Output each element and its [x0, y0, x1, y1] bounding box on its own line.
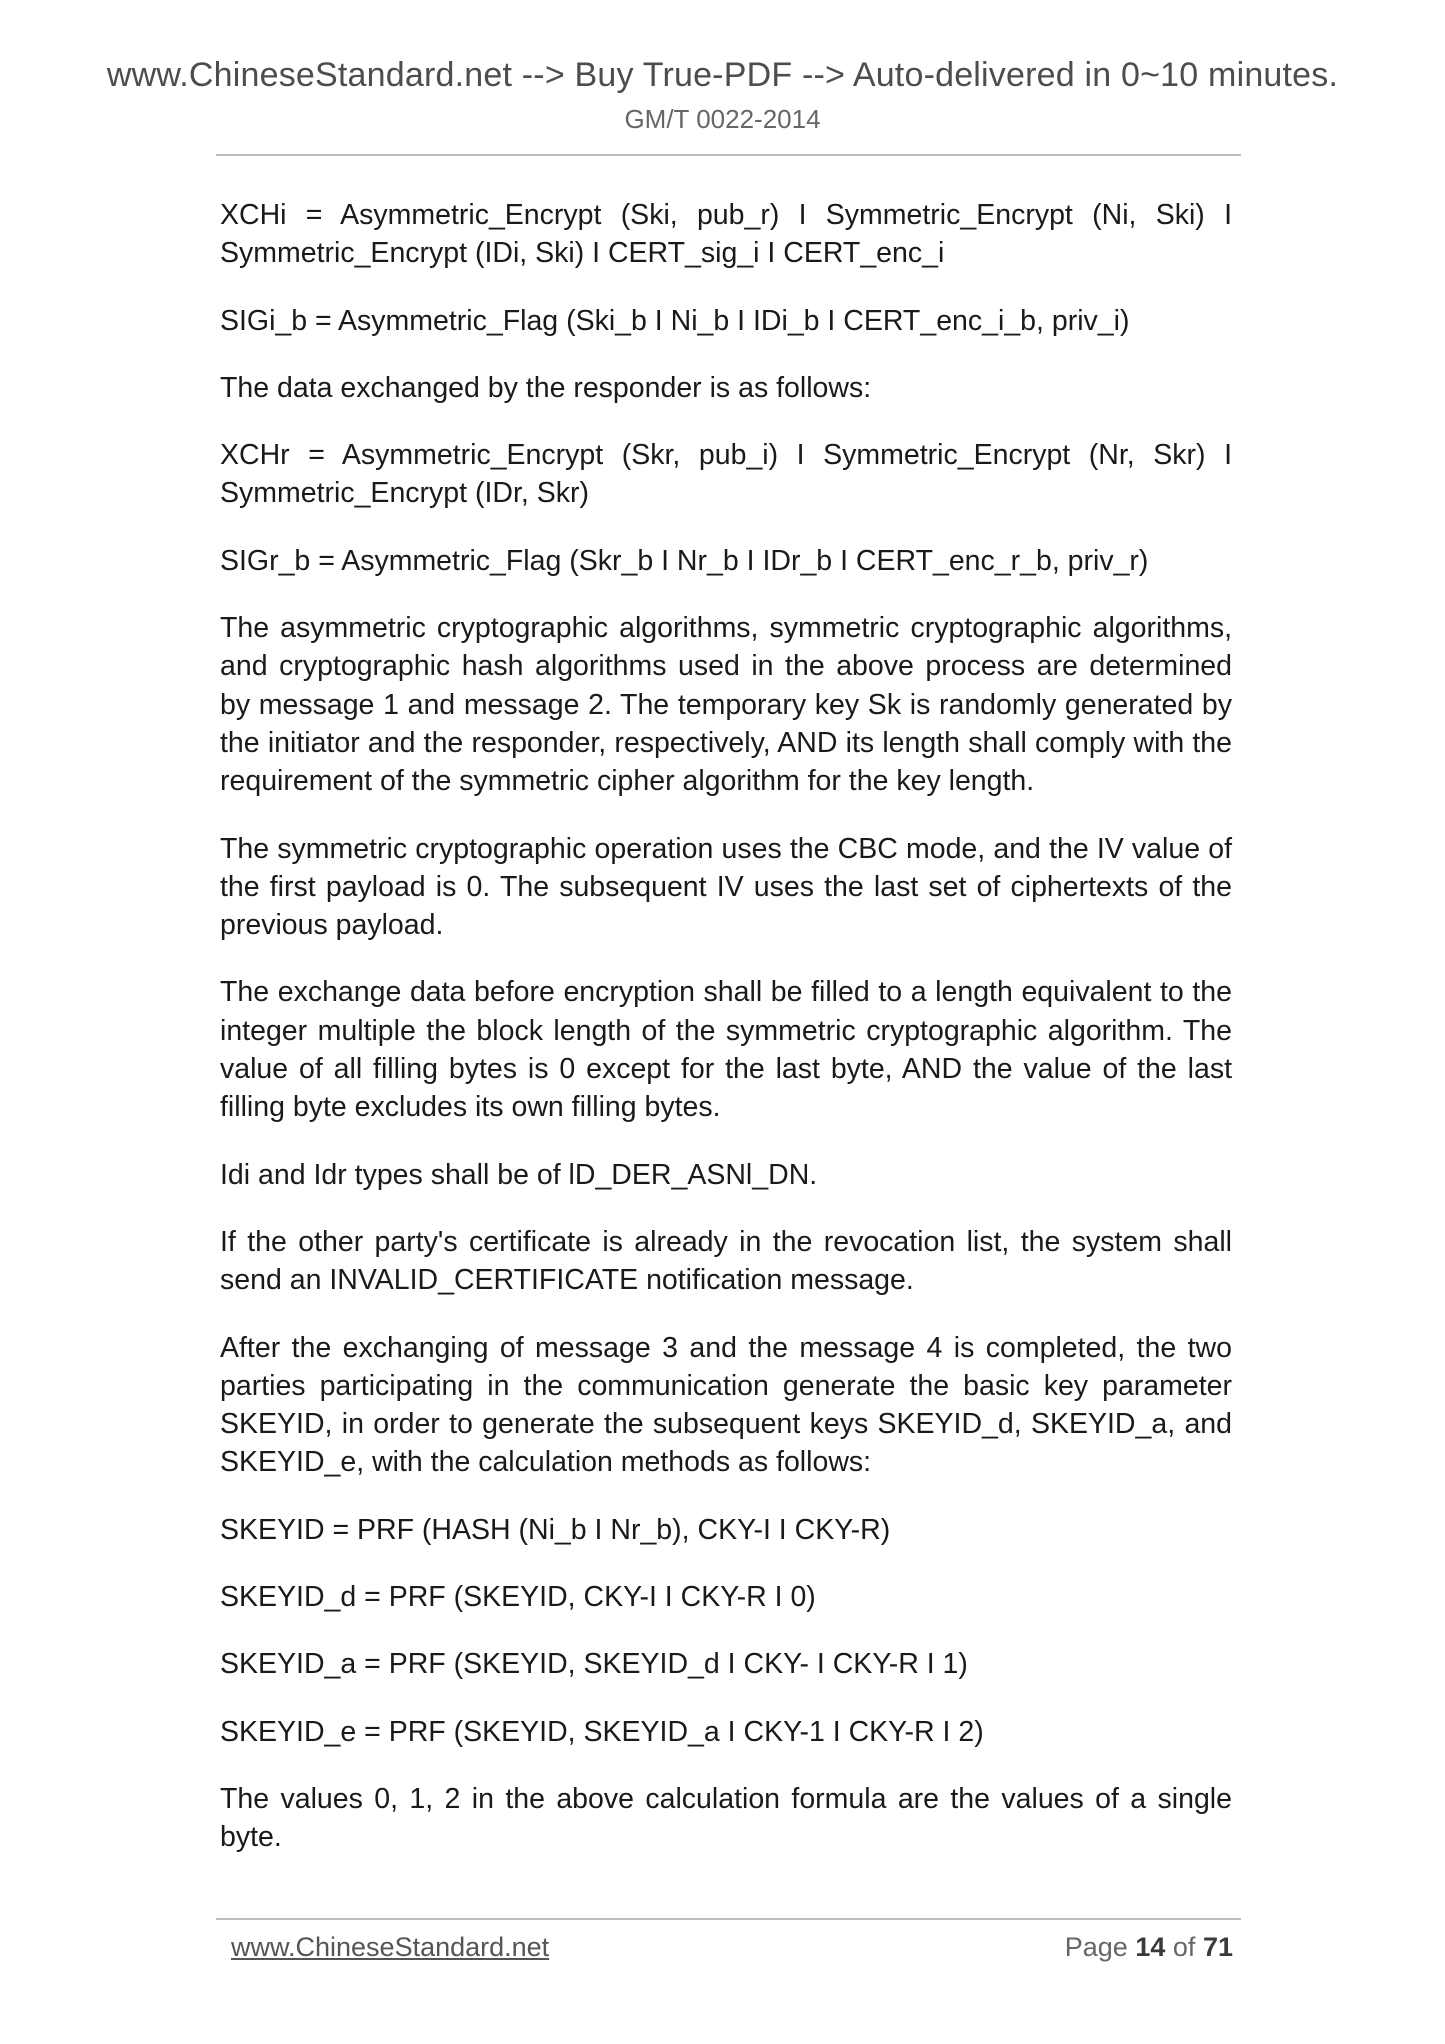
paragraph-byte-values: The values 0, 1, 2 in the above calculation formula are the values of a single byte. [220, 1782, 1232, 1854]
formula-xchr: XCHr = Asymmetric_Encrypt (Skr, pub_i) I Symmetric_Encrypt (Nr, Skr) I Symmetric_Encrypt (IDr, Skr) [220, 439, 1232, 510]
paragraph-cbc-mode: The symmetric cryptographic operation uses the CBC mode, and the IV value of the first payload is 0. The subsequent IV uses the last set of ciphertexts of the previous payload. [220, 832, 1232, 942]
header-divider [216, 154, 1241, 156]
document-body [220, 196, 1232, 1886]
formula-skeyid: SKEYID = PRF (HASH (Ni_b I Nr_b), CKY-I I CKY-R) [220, 1513, 891, 1546]
footer-site-link[interactable]: www.ChineseStandard.net [231, 1932, 550, 1962]
formula-skeyid-e: SKEYID_e = PRF (SKEYID, SKEYID_a I CKY-1 I CKY-R I 2) [220, 1715, 984, 1748]
paragraph-padding: The exchange data before encryption shall be filled to a length equivalent to the integer multiple the block length of the symmetric cryptographic algorithm. The value of all filling bytes is 0 except for the last byte, AND the value of the last filling byte excludes its own filling bytes. [220, 976, 1232, 1124]
page-indicator [1065, 1932, 1233, 1963]
page-current: 14 [1135, 1932, 1166, 1962]
paragraph-revocation: If the other party's certificate is already in the revocation list, the system shall send an INVALID_CERTIFICATE notification message. [220, 1225, 1232, 1297]
footer-divider [216, 1918, 1241, 1920]
purchase-banner: www.ChineseStandard.net --> Buy True-PDF --> Auto-delivered in 0~10 minutes. [106, 56, 1339, 94]
page-prefix: Page [1064, 1932, 1128, 1962]
formula-sigi-b: SIGi_b = Asymmetric_Flag (Ski_b I Ni_b I IDi_b I CERT_enc_i_b, priv_i) [220, 304, 1130, 337]
formula-skeyid-a: SKEYID_a = PRF (SKEYID, SKEYID_d I CKY- I CKY-R I 1) [220, 1648, 968, 1681]
formula-sigr-b: SIGr_b = Asymmetric_Flag (Skr_b I Nr_b I IDr_b I CERT_enc_r_b, priv_r) [220, 544, 1149, 577]
paragraph-algorithms: The asymmetric cryptographic algorithms, symmetric cryptographic algorithms, and cryptographic hash algorithms used in the above process are determined by message 1 and message 2. The temporary key Sk is randomly generated by the initiator and the responder, respectively, AND its length shall comply with the requirement of the symmetric cipher algorithm for the key length. [220, 612, 1232, 798]
formula-xchi: XCHi = Asymmetric_Encrypt (Ski, pub_r) I Symmetric_Encrypt (Ni, Ski) I Symmetric_Encrypt (IDi, Ski) I CERT_sig_i I CERT_enc_i [220, 199, 1232, 270]
paragraph-skeyid-intro: After the exchanging of message 3 and the message 4 is completed, the two parties participating in the communication generate the basic key parameter SKEYID, in order to generate the subsequent keys SKEYID_d, SKEYID_a, and SKEYID_e, with the calculation methods as follows: [220, 1331, 1232, 1479]
responder-intro: The data exchanged by the responder is as follows: [220, 371, 872, 404]
page-of: of [1172, 1932, 1196, 1962]
formula-skeyid-d: SKEYID_d = PRF (SKEYID, CKY-I I CKY-R I 0) [220, 1581, 816, 1614]
standard-code: GM/T 0022-2014 [624, 104, 821, 134]
paragraph-id-types: Idi and Idr types shall be of lD_DER_ASNl_DN. [220, 1158, 818, 1191]
page-total: 71 [1202, 1932, 1233, 1962]
